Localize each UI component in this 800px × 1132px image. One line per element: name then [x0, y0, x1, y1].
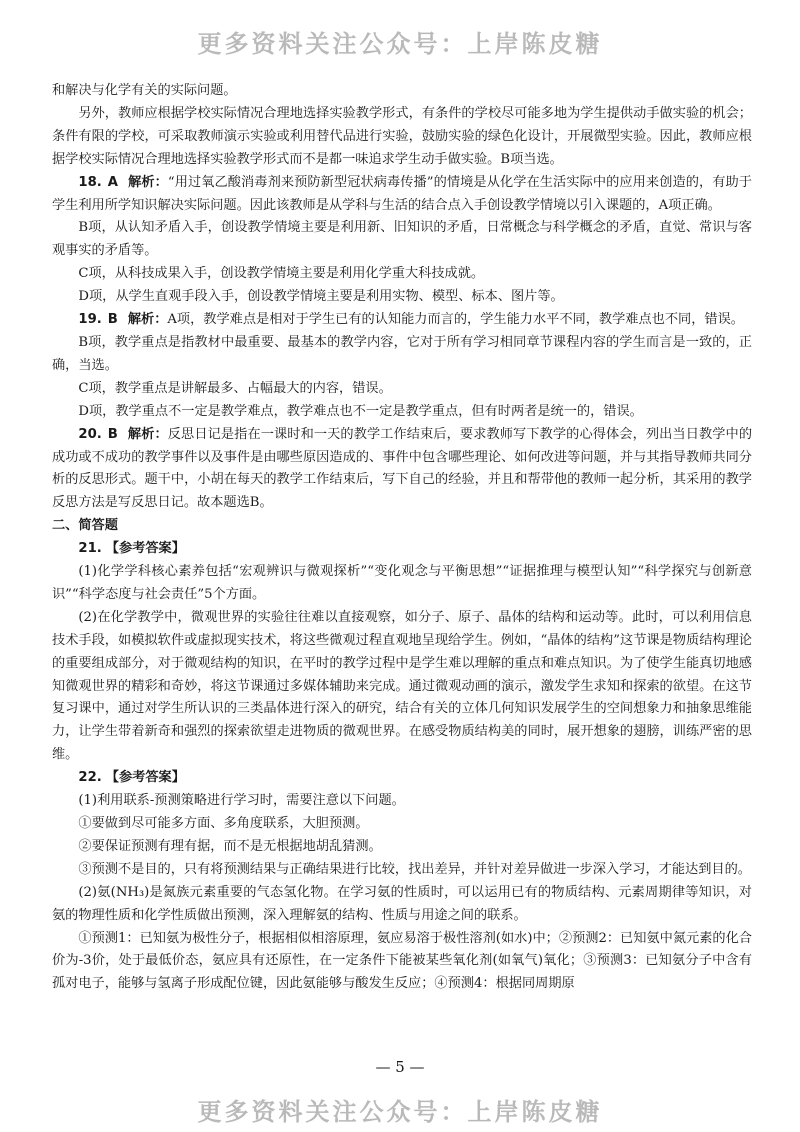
reference-answer-label: 【参考答案】 — [105, 770, 185, 786]
answer-letter: A — [107, 174, 118, 190]
paragraph: B项，教学重点是指教材中最重要、最基本的教学内容，它对于所有学习相同章节课程内容的学生而言是一致的，正确，当选。 — [52, 334, 752, 373]
paragraph: ②要保证预测有理有据，而不是无根据地胡乱猜测。 — [78, 838, 382, 854]
analysis-text: A项，教学难点是相对于学生已有的认知能力而言的，学生能力水平不同，教学难点也不同，错误。 — [167, 312, 744, 328]
paragraph: (2)氨(NH₃)是氮族元素重要的气态氢化物。在学习氨的性质时，可以运用已有的物质结构、元素周期律等知识，对氨的物理性质和化学性质做出预测，深入理解氨的结构、性质与用途之间的联系。 — [52, 884, 752, 923]
question-22 — [52, 767, 752, 790]
question-19 — [52, 309, 752, 332]
answer-letter: B — [107, 426, 118, 442]
paragraph: C项，从科技成果入手，创设教学情境主要是利用化学重大科技成就。 — [78, 266, 485, 282]
paragraph: ①预测1：已知氨为极性分子，根据相似相溶原理，氨应易溶于极性溶剂(如水)中；②预测2：已知氨中氮元素的化合价为-3价，处于最低价态，氨应具有还原性，在一定条件下能被某些氧化剂(如氧气)氧化；③预测3：已知氨分子中含有孤对电子，能够与氢离子形成配位键，因此氨能够与酸发生反应；④预测4：根据同周期原 — [52, 930, 752, 992]
paragraph: D项，教学重点不一定是教学难点，教学难点也不一定是教学重点，但有时两者是统一的，错误。 — [78, 403, 643, 419]
question-18 — [52, 172, 752, 218]
paragraph: 另外，教师应根据学校实际情况合理地选择实验教学形式，有条件的学校尽可能多地为学生提供动手做实验的机会；条件有限的学校，可采取教师演示实验或利用替代品进行实验，鼓励实验的绿色化设计，开展微型实验。因此，教师应根据学校实际情况合理地选择实验教学形式而不是都一味追求学生动手做实验。B项当选。 — [52, 105, 752, 167]
question-number: 21. — [78, 541, 102, 557]
paragraph: 和解决与化学有关的实际问题。 — [52, 83, 237, 98]
watermark-bottom: 更多资料关注公众号：上岸陈皮糖 — [197, 1098, 603, 1126]
analysis-label: 解析： — [127, 426, 168, 442]
paragraph: ①要做到尽可能多方面、多角度联系，大胆预测。 — [78, 816, 369, 831]
paragraph: D项，从学生直观手段入手，创设教学情境主要是利用实物、模型、标本、图片等。 — [78, 289, 564, 305]
paragraph: (2)在化学教学中，微观世界的实验往往难以直接观察，如分子、原子、晶体的结构和运动等。此时，可以利用信息技术手段，如模拟软件或虚拟现实技术，将这些微观过程直观地呈现给学生。例如，“晶体的结构”这节课是物质结构理论的重要组成部分，对于微观结构的知识，在平时的教学过程中是学生难以理解的重点和难点知识。为了使学生能真切地感知微观世界的精彩和奇妙，将这节课通过多媒体辅助来完成。通过微观动画的演示，激发学生求知和探索的欲望。在这节复习课中，通过对学生所认识的三类晶体进行深入的研究，结合有关的立体几何知识发展学生的空间想象力和抽象思维能力，让学生带着新奇和强烈的探索欲望走进物质的微观世界。在感受物质结构美的同时，展开想象的翅膀，训练严密的思维。 — [52, 609, 752, 763]
paragraph: C项，教学重点是讲解最多、占幅最大的内容，错误。 — [78, 380, 392, 396]
watermark-top: 更多资料关注公众号：上岸陈皮糖 — [197, 30, 603, 58]
paragraph: ③预测不是目的，只有将预测结果与正确结果进行比较，找出差异，并针对差异做进一步深入学习，才能达到目的。 — [78, 861, 751, 877]
question-21 — [52, 538, 752, 561]
section-heading: 二、简答题 — [52, 518, 118, 534]
page-number: — 5 — — [375, 1058, 425, 1076]
question-number: 19. — [78, 312, 102, 328]
question-number: 18. — [78, 174, 102, 190]
paragraph: B项，从认知矛盾入手，创设教学情境主要是利用新、旧知识的矛盾，日常概念与科学概念的矛盾，直觉、常识与客观事实的矛盾等。 — [52, 220, 752, 259]
answer-letter: B — [107, 312, 118, 328]
question-number: 22. — [78, 770, 102, 786]
analysis-text: 反思日记是指在一课时和一天的教学工作结束后，要求教师写下教学的心得体会，列出当日教学中的成功或不成功的教学事件以及事件是由哪些原因造成的、事件中包含哪些理论、如何改进等问题，并与其指导教师共同分析的反思形式。题干中，小胡在每天的教学工作结束后，写下自己的经验，并且和帮带他的教师一起分析，其采用的教学反思方法是写反思日记。故本题选B。 — [52, 426, 752, 511]
paragraph: (1)化学学科核心素养包括“宏观辨识与微观探析”“变化观念与平衡思想”“证据推理与模型认知”“科学探究与创新意识”“科学态度与社会责任”5个方面。 — [52, 564, 752, 602]
paragraph: (1)利用联系-预测策略进行学习时，需要注意以下问题。 — [78, 793, 405, 809]
reference-answer-label: 【参考答案】 — [105, 541, 185, 557]
analysis-text: “用过氧乙酸消毒剂来预防新型冠状病毒传播”的情境是从化学在生活实际中的应用来创造的，有助于学生利用所学知识解决实际问题。因此该教师是从学科与生活的结合点入手创设教学情境以引入课题的，A项正确。 — [52, 174, 752, 213]
page-content — [52, 80, 752, 996]
question-number: 20. — [78, 426, 102, 442]
question-20 — [52, 424, 752, 516]
analysis-label: 解析： — [127, 174, 168, 190]
analysis-label: 解析： — [127, 312, 168, 328]
